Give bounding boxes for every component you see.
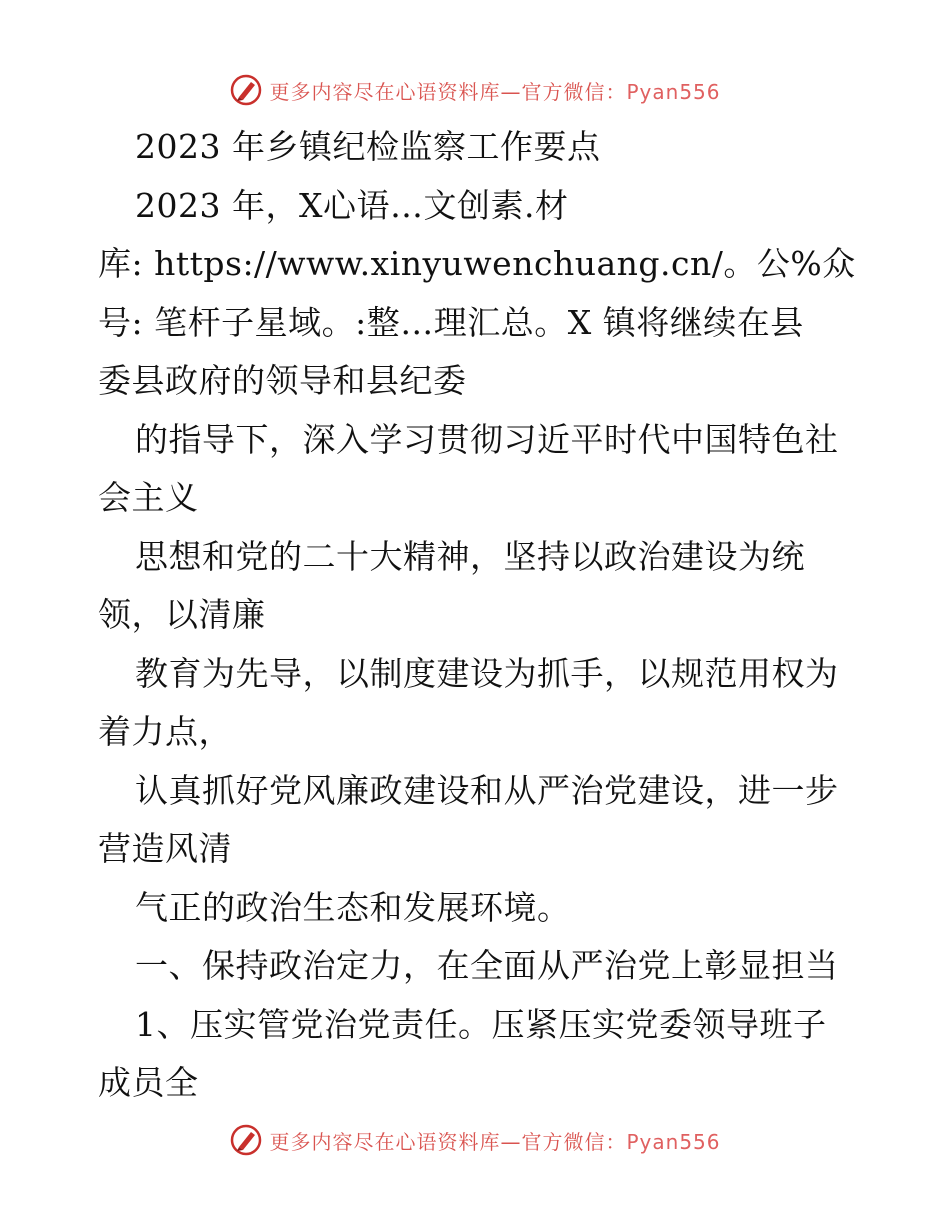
watermark-text: 更多内容尽在心语资料库—官方微信：Pyan556 bbox=[269, 1129, 721, 1154]
paragraph-line: 营造风清 bbox=[98, 829, 232, 868]
paragraph-line: 库: https://www.xinyuwenchuang.cn/。公%众 bbox=[98, 244, 856, 283]
pen-logo-icon bbox=[229, 73, 263, 107]
paragraph-line: 的指导下，深入学习贯彻习近平时代中国特色社 bbox=[135, 419, 839, 459]
paragraph-line: 委县政府的领导和县纪委 bbox=[98, 361, 467, 400]
watermark-header bbox=[0, 70, 950, 110]
paragraph-line: 1、压实管党治党责任。压紧压实党委领导班子 bbox=[135, 1004, 827, 1044]
paragraph-line: 2023 年，X心语…文创素.材 bbox=[135, 185, 569, 225]
paragraph-line: 教育为先导，以制度建设为抓手，以规范用权为 bbox=[135, 653, 839, 693]
paragraph-line: 认真抓好党风廉政建设和从严治党建设，进一步 bbox=[135, 770, 839, 810]
pen-logo-icon bbox=[229, 1123, 263, 1157]
paragraph-line: 领，以清廉 bbox=[98, 595, 266, 634]
document-body bbox=[98, 118, 868, 1113]
paragraph-line: 思想和党的二十大精神，坚持以政治建设为统 bbox=[135, 536, 805, 576]
watermark-footer bbox=[0, 1120, 950, 1160]
paragraph-line: 着力点， bbox=[98, 712, 232, 751]
document-title: 2023 年乡镇纪检监察工作要点 bbox=[135, 127, 601, 166]
section-heading: 一、保持政治定力，在全面从严治党上彰显担当 bbox=[135, 946, 839, 985]
paragraph-line: 成员全 bbox=[98, 1063, 199, 1102]
paragraph-line: 会主义 bbox=[98, 478, 199, 517]
watermark-text: 更多内容尽在心语资料库—官方微信：Pyan556 bbox=[269, 79, 721, 104]
paragraph-line: 气正的政治生态和发展环境。 bbox=[135, 887, 571, 927]
paragraph-line: 号: 笔杆子星域。:整…理汇总。X 镇将继续在县 bbox=[98, 302, 804, 342]
